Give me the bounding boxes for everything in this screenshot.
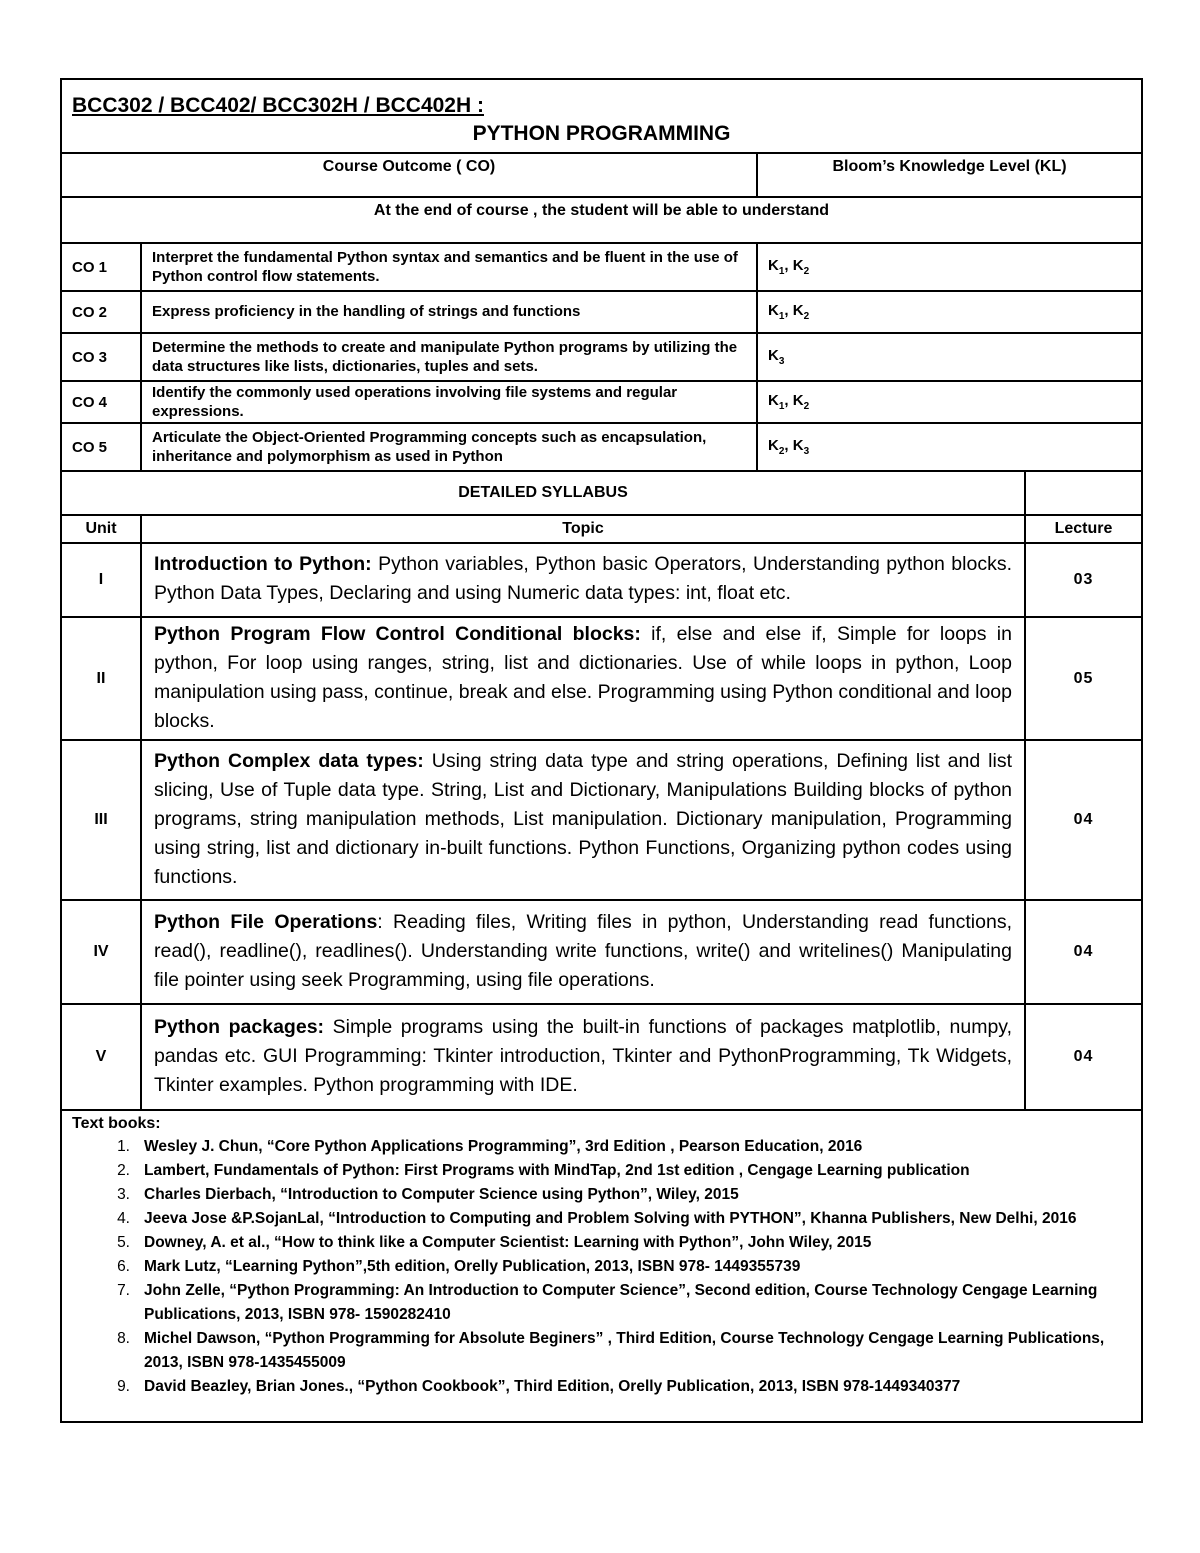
syllabus-unit-row [61, 617, 1142, 740]
textbooks-cell [61, 1110, 1142, 1422]
lecture-header: Lecture [1025, 515, 1142, 543]
co-row [61, 291, 1142, 333]
co-description: Identify the commonly used operations involving file systems and regular expressions. [141, 381, 757, 423]
unit-topic-title: Python File Operations [154, 911, 378, 934]
kl-level-subscript: 3 [778, 356, 785, 367]
textbook-item [72, 1159, 1131, 1183]
course-codes: BCC302 / BCC402/ BCC302H / BCC402H : [72, 94, 484, 117]
kl-level-subscript: 2 [803, 401, 810, 412]
textbook-text: Charles Dierbach, “Introduction to Computer Science using Python”, Wiley, 2015 [144, 1186, 739, 1204]
unit-topic-title: Python packages: [154, 1016, 325, 1039]
title-row [61, 79, 1142, 153]
unit-number: III [61, 740, 141, 900]
unit-number: V [61, 1004, 141, 1110]
co-header: Course Outcome ( CO) [61, 153, 757, 197]
unit-topic [141, 543, 1025, 617]
kl-level-subscript: 2 [778, 446, 785, 457]
kl-level-subscript: 2 [803, 311, 810, 322]
textbook-number: 9. [117, 1378, 130, 1396]
co-knowledge-level: $K_1$, $K_2$ [757, 291, 1142, 333]
outcome-intro-row [61, 197, 1142, 243]
unit-topic-title: Python Program Flow Control Conditional blocks: [154, 623, 641, 645]
kl-letter: K [792, 257, 804, 274]
syllabus-heading-row [61, 471, 1142, 515]
textbook-number: 7. [117, 1282, 130, 1300]
co-id: CO 1 [61, 243, 141, 291]
textbook-text: John Zelle, “Python Programming: An Introduction to Computer Science”, Second edition, Course Technology Cengage Learning Publications, 2013, ISBN 978- 1590282410 [144, 1282, 1098, 1324]
syllabus-unit-row [61, 740, 1142, 900]
syllabus-column-header [61, 515, 1142, 543]
kl-letter: K [792, 392, 804, 409]
unit-topic-body: Using string data type and string operations, Defining list and list slicing, Use of Tuple data type. String, List and Dictionary, Manipulations Building blocks of python programs, string manipulation methods, List manipulation. Dictionary manipulation, Programming using string, list and dictionary in-built functions. Python Functions, Organizing python codes using functions. [154, 750, 1012, 888]
unit-header: Unit [61, 515, 141, 543]
textbook-item [72, 1207, 1131, 1231]
co-knowledge-level: $K_2$, $K_3$ [757, 423, 1142, 471]
unit-topic-body: if, else and else if, Simple for loops in python, For loop using ranges, string, list and dictionaries. Use of while loops in python, Loop manipulation using pass, continue, break and else. Programming using Python conditional and loop blocks. [154, 623, 1012, 732]
unit-lecture-count: 04 [1025, 900, 1142, 1004]
kl-level-subscript: 2 [803, 266, 810, 277]
unit-topic [141, 900, 1025, 1004]
kl-letter: K [768, 392, 779, 409]
title-cell [61, 79, 1142, 153]
topic-header: Topic [141, 515, 1025, 543]
co-id: CO 2 [61, 291, 141, 333]
unit-topic [141, 617, 1025, 740]
syllabus-heading: DETAILED SYLLABUS [61, 471, 1025, 515]
co-row [61, 381, 1142, 423]
unit-topic [141, 740, 1025, 900]
co-row [61, 243, 1142, 291]
textbook-number: 8. [117, 1330, 130, 1348]
textbook-text: Michel Dawson, “Python Programming for Absolute Beginers” , Third Edition, Course Technology Cengage Learning Publications, 2013, ISBN 978-1435455009 [144, 1330, 1105, 1372]
textbooks-row [61, 1110, 1142, 1422]
kl-letter: K [768, 437, 779, 454]
textbooks-title: Text books: [72, 1115, 161, 1133]
textbook-text: Lambert, Fundamentals of Python: First Programs with MindTap, 2nd 1st edition , Cengage Learning publication [144, 1162, 970, 1180]
syllabus-unit-row [61, 1004, 1142, 1110]
outcome-intro: At the end of course , the student will be able to understand [61, 197, 1142, 243]
unit-topic-body: Python variables, Python basic Operators, Understanding python blocks. Python Data Types, Declaring and using Numeric data types: int, float etc. [154, 553, 1013, 604]
textbook-number: 5. [117, 1234, 130, 1252]
unit-number: I [61, 543, 141, 617]
syllabus-heading-empty [1025, 471, 1142, 515]
textbook-text: David Beazley, Brian Jones., “Python Cookbook”, Third Edition, Orelly Publication, 2013, ISBN 978-1449340377 [144, 1378, 961, 1396]
kl-header: Bloom’s Knowledge Level (KL) [757, 153, 1142, 197]
textbook-text: Jeeva Jose &P.SojanLal, “Introduction to Computing and Problem Solving with PYTHON”, Khanna Publishers, New Delhi, 2016 [144, 1210, 1077, 1228]
outcome-header-row [61, 153, 1142, 197]
course-name: PYTHON PROGRAMMING [472, 122, 731, 145]
co-row [61, 333, 1142, 381]
unit-topic-title: Python Complex data types: [154, 750, 424, 773]
unit-number: II [61, 617, 141, 740]
textbook-number: 2. [117, 1162, 130, 1180]
syllabus-unit-row [61, 900, 1142, 1004]
syllabus-table [60, 78, 1143, 1423]
textbook-text: Wesley J. Chun, “Core Python Applications Programming”, 3rd Edition , Pearson Education, 2016 [144, 1138, 863, 1156]
co-knowledge-level: $K_1$, $K_2$ [757, 381, 1142, 423]
textbook-text: Downey, A. et al., “How to think like a Computer Scientist: Learning with Python”, John Wiley, 2015 [144, 1234, 872, 1252]
co-id: CO 3 [61, 333, 141, 381]
co-description: Determine the methods to create and manipulate Python programs by utilizing the data structures like lists, dictionaries, tuples and sets. [141, 333, 757, 381]
unit-number: IV [61, 900, 141, 1004]
kl-level-subscript: 1 [778, 401, 785, 412]
syllabus-unit-row [61, 543, 1142, 617]
kl-level-subscript: 3 [803, 446, 810, 457]
kl-letter: K [792, 437, 804, 454]
co-id: CO 4 [61, 381, 141, 423]
kl-letter: K [768, 302, 779, 319]
unit-lecture-count: 04 [1025, 1004, 1142, 1110]
textbook-number: 4. [117, 1210, 130, 1228]
textbook-item [72, 1255, 1131, 1279]
unit-lecture-count: 04 [1025, 740, 1142, 900]
co-knowledge-level: $K_1$, $K_2$ [757, 243, 1142, 291]
kl-level-subscript: 1 [778, 311, 785, 322]
kl-letter: K [792, 302, 804, 319]
syllabus-sheet [60, 78, 1141, 1423]
unit-topic [141, 1004, 1025, 1110]
textbook-number: 3. [117, 1186, 130, 1204]
unit-topic-body: : Reading files, Writing files in python, Understanding read functions, read(), readline(), readlines(). Understanding write functions, write() and writelines() Manipulating file pointer using seek Programming, using file operations. [154, 911, 1012, 991]
unit-topic-body: Simple programs using the built-in functions of packages matplotlib, numpy, pandas etc. GUI Programming: Tkinter introduction, Tkinter and PythonProgramming, Tk Widgets, Tkinter examples. Python programming with IDE. [154, 1016, 1013, 1096]
textbooks-list [72, 1135, 1131, 1399]
textbook-item [72, 1279, 1131, 1327]
textbook-item [72, 1135, 1131, 1159]
textbook-item [72, 1183, 1131, 1207]
kl-level-subscript: 1 [778, 266, 785, 277]
textbook-number: 6. [117, 1258, 130, 1276]
textbook-number: 1. [117, 1138, 130, 1156]
textbook-item [72, 1327, 1131, 1375]
co-id: CO 5 [61, 423, 141, 471]
unit-lecture-count: 03 [1025, 543, 1142, 617]
textbook-text: Mark Lutz, “Learning Python”,5th edition, Orelly Publication, 2013, ISBN 978- 1449355739 [144, 1258, 801, 1276]
textbook-item [72, 1231, 1131, 1255]
co-row [61, 423, 1142, 471]
co-description: Interpret the fundamental Python syntax and semantics and be fluent in the use of Python control flow statements. [141, 243, 757, 291]
kl-letter: K [768, 257, 779, 274]
unit-topic-title: Introduction to Python: [154, 553, 372, 576]
textbook-item [72, 1375, 1131, 1399]
co-description: Articulate the Object-Oriented Programming concepts such as encapsulation, inheritance and polymorphism as used in Python [141, 423, 757, 471]
kl-letter: K [768, 347, 779, 364]
co-knowledge-level [757, 333, 1142, 381]
co-description: Express proficiency in the handling of strings and functions [141, 291, 757, 333]
unit-lecture-count: 05 [1025, 617, 1142, 740]
